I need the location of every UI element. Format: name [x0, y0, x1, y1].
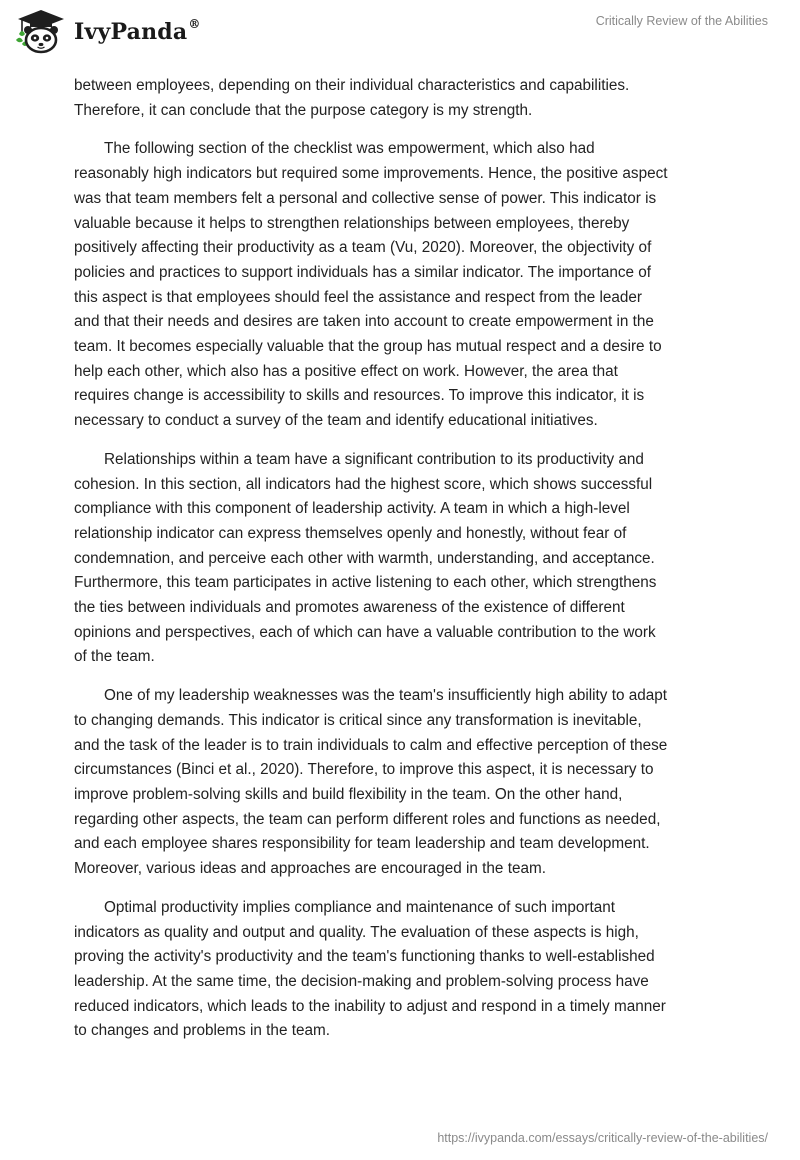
page-header [0, 0, 800, 60]
document-title: Critically Review of the Abilities [595, 14, 768, 28]
source-url[interactable]: https://ivypanda.com/essays/critically-review-of-the-abilities/ [437, 1131, 768, 1145]
paragraph-empowerment: The following section of the checklist was empowerment, which also had reasonably high indicators but required some improvements. Hence, the positive aspect was that team members felt a personal and collective sense of power. This indicator is valuable because it helps to strengthen relationships between employees, thereby positively affecting their productivity as a team (Vu, 2020). Moreover, the objectivity of policies and practices to support individuals has a similar indicator. The importance of this aspect is that employees should feel the assistance and respect from the leader and that their needs and desires are taken into account to create empowerment in the team. It becomes especially valuable that the group has mutual respect and a desire to help each other, which also has a positive effect on work. However, the area that requires change is accessibility to skills and resources. To improve this indicator, it is necessary to conduct a survey of the team and identify educational initiatives. [74, 140, 668, 430]
brand-name [74, 17, 201, 45]
registered-mark: ® [188, 17, 201, 31]
ivypanda-logo-icon [14, 8, 68, 54]
paragraph-productivity: Optimal productivity implies compliance and maintenance of such important indicators as quality and output and quality. The evaluation of these aspects is high, proving the activity's productivity and the team's functioning thanks to well-established leadership. At the same time, the decision-making and problem-solving process have reduced indicators, which leads to the inability to adjust and respond in a timely manner to changes and problems in the team. [74, 898, 666, 1040]
essay-body [74, 74, 726, 1058]
paragraph-relationships: Relationships within a team have a significant contribution to its productivity and cohesion. In this section, all indicators had the highest score, which shows successful compliance with this component of leadership activity. A team in which a high-level relationship indicator can express themselves openly and honestly, without fear of condemnation, and perceive each other with warmth, understanding, and acceptance. Furthermore, this team participates in active listening to each other, which strengthens the ties between individuals and promotes awareness of the existence of different opinions and perspectives, each of which can have a valuable contribution to the work of the team. [74, 450, 657, 666]
brand-logo[interactable] [14, 8, 201, 54]
brand-name-text: IvyPanda [74, 19, 188, 45]
paragraph-continuation: between employees, depending on their individual characteristics and capabilities. Therefore, it can conclude that the purpose category is my strength. [74, 77, 630, 119]
paragraph-adaptability: One of my leadership weaknesses was the team's insufficiently high ability to adapt to changing demands. This indicator is critical since any transformation is inevitable, and the task of the leader is to train individuals to calm and effective perception of these circumstances (Binci et al., 2020). Therefore, to improve this aspect, it is necessary to improve problem-solving skills and build flexibility in the team. On the other hand, regarding other aspects, the team can perform different roles and functions as needed, and each employee shares responsibility for team leadership and team development. Moreover, various ideas and approaches are encouraged in the team. [74, 687, 668, 878]
